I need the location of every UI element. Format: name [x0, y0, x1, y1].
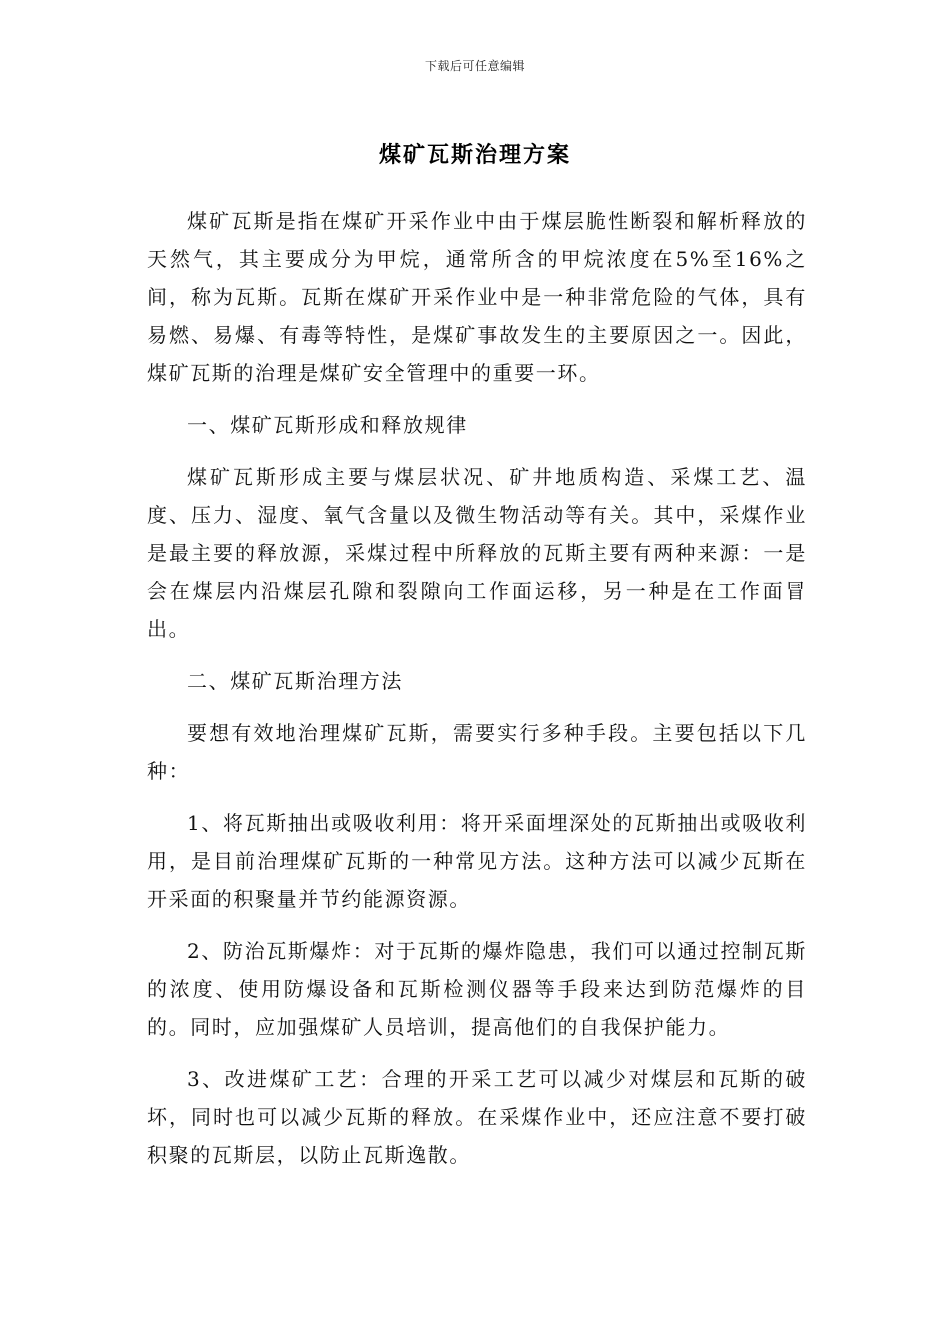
- section-heading-2: 二、煤矿瓦斯治理方法: [187, 669, 403, 693]
- section-2-intro-paragraph: 要想有效地治理煤矿瓦斯，需要实行多种手段。主要包括以下几种：: [147, 721, 807, 783]
- section-1-paragraph: 煤矿瓦斯形成主要与煤层状况、矿井地质构造、采煤工艺、温度、压力、湿度、氧气含量以及微生物活动等有关。其中，采煤作业是最主要的释放源，采煤过程中所释放的瓦斯主要有两种来源：一是会在煤层内沿煤层孔隙和裂隙向工作面运移，另一种是在工作面冒出。: [147, 465, 807, 641]
- document-body: [147, 202, 807, 1188]
- header-note: 下载后可任意编辑: [424, 59, 525, 73]
- document-title: 煤矿瓦斯治理方案: [378, 143, 571, 168]
- section-heading-1: 一、煤矿瓦斯形成和释放规律: [187, 413, 468, 437]
- method-3-paragraph: 3、改进煤矿工艺：合理的开采工艺可以减少对煤层和瓦斯的破坏，同时也可以减少瓦斯的释放。在采煤作业中，还应注意不要打破积聚的瓦斯层，以防止瓦斯逸散。: [147, 1067, 807, 1167]
- method-2-paragraph: 2、防治瓦斯爆炸：对于瓦斯的爆炸隐患，我们可以通过控制瓦斯的浓度、使用防爆设备和瓦斯检测仪器等手段来达到防范爆炸的目的。同时，应加强煤矿人员培训，提高他们的自我保护能力。: [147, 939, 807, 1039]
- method-1-paragraph: 1、将瓦斯抽出或吸收利用：将开采面埋深处的瓦斯抽出或吸收利用，是目前治理煤矿瓦斯的一种常见方法。这种方法可以减少瓦斯在开采面的积聚量并节约能源资源。: [147, 811, 807, 911]
- intro-paragraph: 煤矿瓦斯是指在煤矿开采作业中由于煤层脆性断裂和解析释放的天然气，其主要成分为甲烷，通常所含的甲烷浓度在5%至16%之间，称为瓦斯。瓦斯在煤矿开采作业中是一种非常危险的气体，具有易燃、易爆、有毒等特性，是煤矿事故发生的主要原因之一。因此，煤矿瓦斯的治理是煤矿安全管理中的重要一环。: [147, 209, 807, 385]
